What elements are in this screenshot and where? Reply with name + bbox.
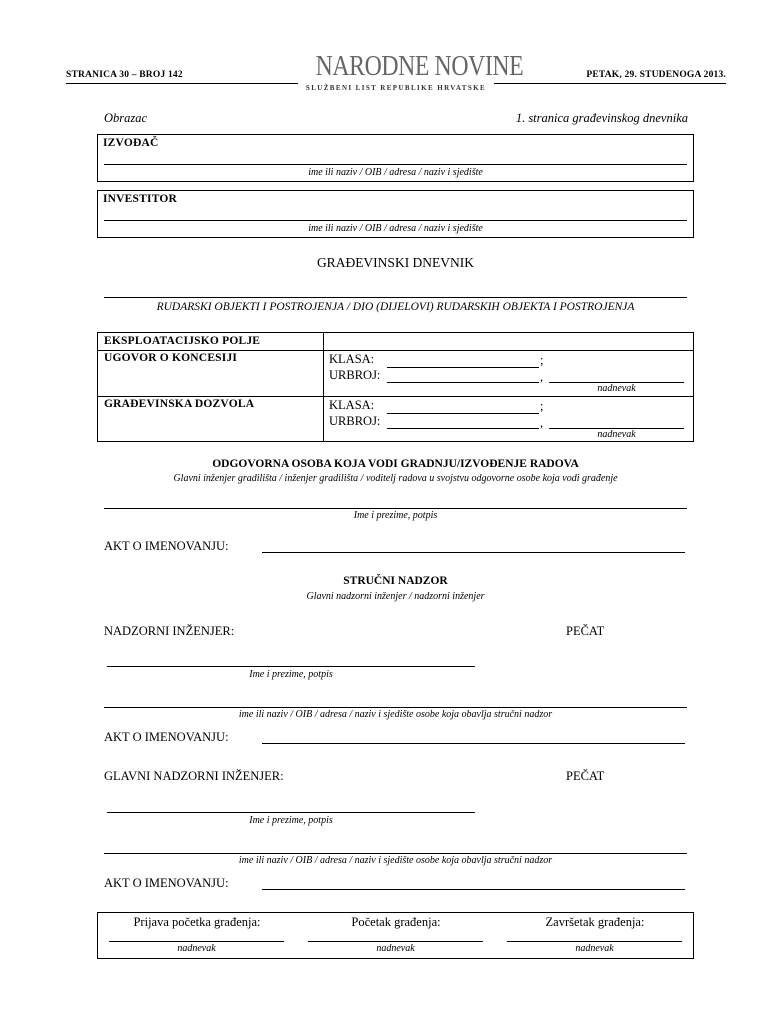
- supervising-engineer-caption: Ime i prezime, potpis: [249, 669, 333, 680]
- investor-caption: ime ili naziv / OIB / adresa / naziv i sjedište: [308, 223, 483, 234]
- supervisor-org-input-2[interactable]: [104, 853, 687, 854]
- appointment-act-input-1[interactable]: [262, 552, 685, 553]
- contractor-box: [97, 134, 694, 182]
- concession-contract-label: UGOVOR O KONCESIJI: [104, 352, 238, 364]
- urbroj-comma-1: ,: [540, 370, 544, 384]
- construction-start-date-input[interactable]: [308, 941, 483, 942]
- construction-start-date-caption: nadnevak: [376, 943, 415, 954]
- supervision-title: STRUČNI NADZOR: [343, 575, 448, 587]
- construction-notice-date-input[interactable]: [109, 941, 284, 942]
- responsible-title: ODGOVORNA OSOBA KOJA VODI GRADNJU/IZVOĐENJE RADOVA: [212, 458, 579, 470]
- construction-notice-label: Prijava početka građenja:: [133, 915, 261, 929]
- header-rule-right: [494, 83, 726, 84]
- appointment-act-label-2: AKT O IMENOVANJU:: [104, 730, 229, 744]
- supervising-engineer-label: NADZORNI INŽENJER:: [104, 624, 235, 638]
- supervisor-org-caption-2: ime ili naziv / OIB / adresa / naziv i sjedište osobe koja obavlja stručni nadzor: [238, 855, 553, 866]
- issue-date: PETAK, 29. STUDENOGA 2013.: [586, 70, 726, 80]
- urbroj-input-1[interactable]: [387, 382, 539, 383]
- diary-title: GRAĐEVINSKI DNEVNIK: [316, 255, 475, 270]
- building-permit-label: GRAĐEVINSKA DOZVOLA: [104, 398, 255, 410]
- chief-supervising-engineer-caption: Ime i prezime, potpis: [249, 815, 333, 826]
- exploitation-field-label: EKSPLOATACIJSKO POLJE: [104, 335, 261, 347]
- diary-subtitle-line[interactable]: [104, 297, 687, 298]
- klasa-input-2[interactable]: [387, 413, 539, 414]
- stamp-label-1: PEČAT: [566, 624, 605, 638]
- urbroj-label-2: URBROJ:: [329, 414, 381, 428]
- supervising-engineer-input[interactable]: [107, 666, 475, 667]
- construction-dates-box: [97, 912, 694, 959]
- header-rule-left: [66, 83, 298, 84]
- klasa-semicolon-1: ;: [540, 353, 544, 367]
- klasa-semicolon-2: ;: [540, 399, 544, 413]
- supervisor-org-input-1[interactable]: [104, 707, 687, 708]
- contractor-label: IZVOĐAČ: [103, 137, 159, 149]
- construction-start-label: Početak građenja:: [351, 915, 441, 929]
- responsible-caption: Ime i prezime, potpis: [353, 510, 438, 521]
- concession-table: [97, 332, 694, 442]
- investor-input-line[interactable]: [104, 220, 687, 221]
- klasa-label-2: KLASA:: [329, 398, 375, 412]
- supervision-subtitle: Glavni nadzorni inženjer / nadzorni inženjer: [306, 591, 485, 602]
- exploitation-field-value[interactable]: [324, 333, 693, 350]
- appointment-act-label-1: AKT O IMENOVANJU:: [104, 539, 229, 553]
- responsible-subtitle: Glavni inženjer gradilišta / inženjer gradilišta / voditelj radova u svojstvu odgovorne osobe koja vodi građenje: [173, 473, 618, 484]
- page-number: STRANICA 30 – BROJ 142: [66, 70, 183, 80]
- construction-notice-date-caption: nadnevak: [177, 943, 216, 954]
- chief-supervising-engineer-label: GLAVNI NADZORNI INŽENJER:: [104, 769, 284, 783]
- form-type-label: Obrazac: [104, 111, 148, 125]
- masthead-title: NARODNE NOVINE: [315, 50, 524, 82]
- masthead-subtitle: SLUŽBENI LIST REPUBLIKE HRVATSKE: [305, 84, 487, 92]
- investor-label: INVESTITOR: [103, 193, 178, 205]
- diary-subtitle: RUDARSKI OBJEKTI I POSTROJENJA / DIO (DIJELOVI) RUDARSKIH OBJEKTA I POSTROJENJA: [156, 301, 635, 313]
- responsible-input-line[interactable]: [104, 508, 687, 509]
- urbroj-input-2[interactable]: [387, 428, 539, 429]
- contractor-input-line[interactable]: [104, 164, 687, 165]
- appointment-act-input-2[interactable]: [262, 743, 685, 744]
- construction-end-label: Završetak građenja:: [545, 915, 645, 929]
- supervisor-org-caption-1: ime ili naziv / OIB / adresa / naziv i sjedište osobe koja obavlja stručni nadzor: [238, 709, 553, 720]
- klasa-input-1[interactable]: [387, 367, 539, 368]
- appointment-act-input-3[interactable]: [262, 889, 685, 890]
- klasa-label-1: KLASA:: [329, 352, 375, 366]
- stamp-label-2: PEČAT: [566, 769, 605, 783]
- contractor-caption: ime ili naziv / OIB / adresa / naziv i sjedište: [308, 167, 483, 178]
- date-caption-2: nadnevak: [597, 429, 636, 440]
- chief-supervising-engineer-input[interactable]: [107, 812, 475, 813]
- appointment-act-label-3: AKT O IMENOVANJU:: [104, 876, 229, 890]
- date-caption-1: nadnevak: [597, 383, 636, 394]
- diary-page-label: 1. stranica građevinskog dnevnika: [515, 111, 688, 125]
- urbroj-label-1: URBROJ:: [329, 368, 381, 382]
- investor-box: [97, 190, 694, 238]
- construction-end-date-input[interactable]: [507, 941, 682, 942]
- construction-end-date-caption: nadnevak: [575, 943, 614, 954]
- urbroj-comma-2: ,: [540, 416, 544, 430]
